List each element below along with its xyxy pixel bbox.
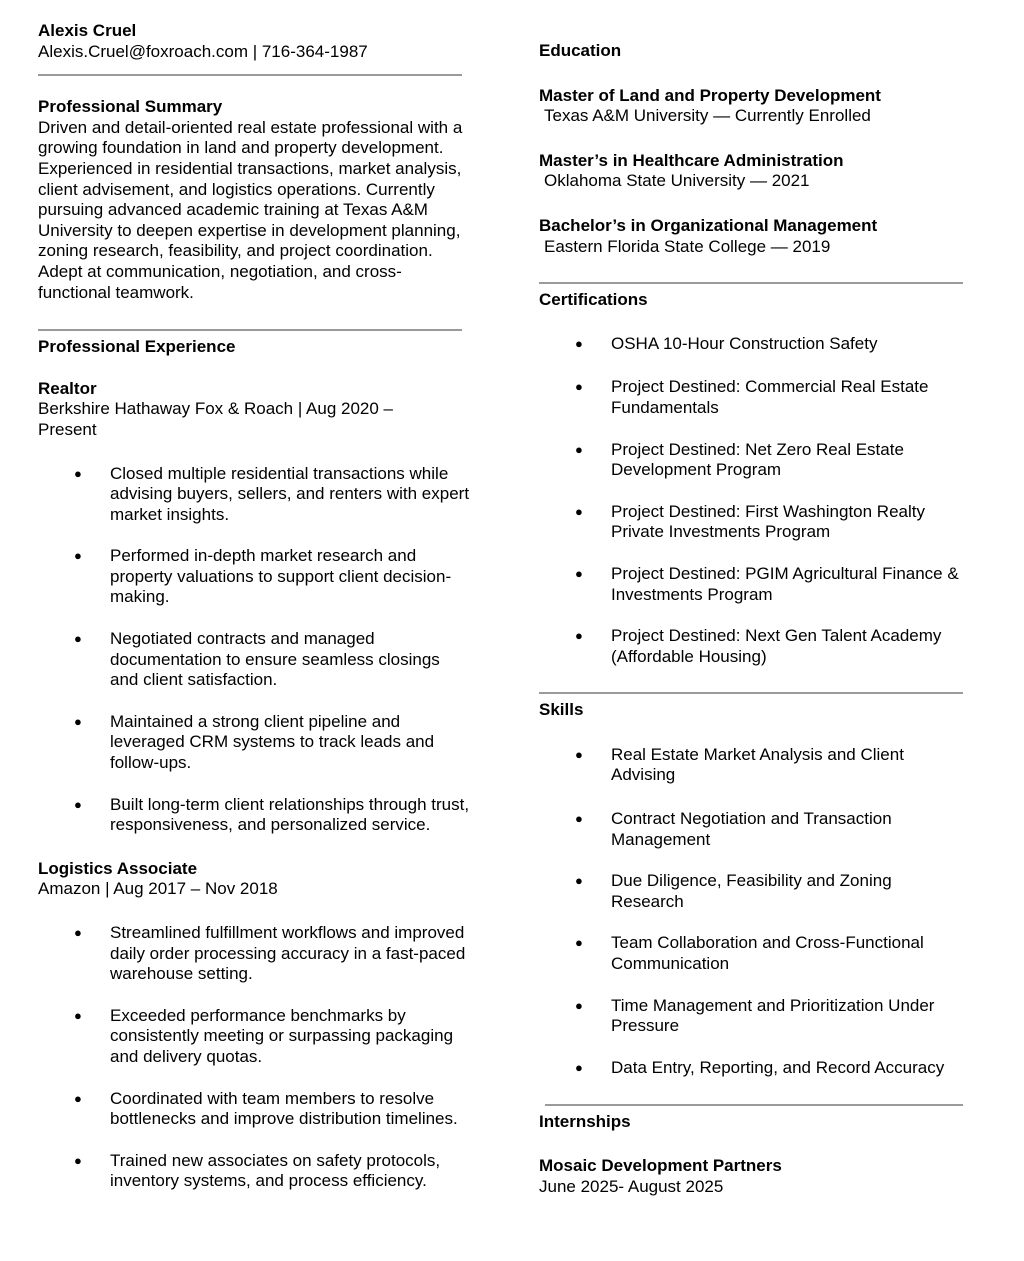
bullet-icon: ●: [74, 1152, 82, 1168]
list-item: ● Project Destined: Commercial Real Estate Fundamentals: [575, 377, 929, 417]
bullet-icon: ●: [575, 873, 583, 889]
list-item: ● Project Destined: Next Gen Talent Academy (Affordable Housing): [575, 626, 942, 666]
certifications-list: [539, 334, 969, 668]
list-item: ● Closed multiple residential transactions while advising buyers, sellers, and renters with expert market insights.: [74, 463, 470, 524]
bullet-icon: ●: [575, 746, 583, 762]
right-column: [539, 0, 969, 1197]
list-item: ● Project Destined: First Washington Realty Private Investments Program: [575, 501, 925, 542]
bullet-icon: ●: [575, 441, 583, 457]
bullet-icon: ●: [74, 796, 82, 812]
bullet-icon: ●: [74, 1090, 82, 1106]
degree-title: Bachelor’s in Organizational Management: [539, 215, 878, 235]
bullet-icon: ●: [575, 503, 583, 519]
list-item: ● Exceeded performance benchmarks by consistently meeting or surpassing packaging and delivery quotas.: [74, 1005, 454, 1066]
job-title: Realtor: [38, 378, 97, 398]
summary-text: Driven and detail-oriented real estate professional with a growing foundation in land and property development. Experienced in residential transactions, market analysis, client advisement, and logistics operations. Currently pursuing advanced academic training at Texas A&M University to deepen expertise in development planning, zoning research, feasibility, and project coordination. Adept at communication, negotiation, and cross-functional teamwork.: [38, 117, 463, 302]
experience-heading: Professional Experience: [38, 337, 236, 357]
bullet-icon: ●: [575, 1059, 583, 1075]
divider: [539, 692, 963, 694]
contact-line: Alexis.Cruel@foxroach.com | 716-364-1987: [38, 41, 368, 61]
job-bullets: [38, 923, 470, 1192]
left-column: [38, 0, 470, 1192]
bullet-icon: ●: [575, 935, 583, 951]
list-item: ● Trained new associates on safety protocols, inventory systems, and process efficiency.: [74, 1150, 441, 1191]
degree-school: Eastern Florida State College — 2019: [544, 236, 831, 256]
bullet-icon: ●: [74, 465, 82, 481]
list-item: ● Performed in-depth market research and property valuations to support client decision-making.: [74, 546, 452, 607]
degree-school: Texas A&M University — Currently Enrolled: [544, 106, 871, 126]
divider: [545, 1104, 963, 1106]
list-item: ● Coordinated with team members to resolve bottlenecks and improve distribution timelines.: [74, 1088, 458, 1129]
internships-heading: Internships: [539, 1112, 631, 1132]
list-item: ● Time Management and Prioritization Under Pressure: [575, 995, 935, 1036]
list-item: ● Negotiated contracts and managed documentation to ensure seamless closings and client satisfaction.: [74, 629, 440, 690]
list-item: ● Maintained a strong client pipeline and leveraged CRM systems to track leads and follow-ups.: [74, 711, 435, 773]
list-item: ● Project Destined: Net Zero Real Estate Development Program: [575, 439, 904, 480]
job-title: Logistics Associate: [38, 858, 198, 878]
list-item: ● Project Destined: PGIM Agricultural Finance & Investments Program: [575, 563, 959, 604]
internship-org: Mosaic Development Partners: [539, 1156, 782, 1175]
bullet-icon: ●: [575, 628, 583, 644]
degree-school: Oklahoma State University — 2021: [544, 171, 810, 191]
degree-title: Master’s in Healthcare Administration: [539, 150, 844, 170]
list-item: ● Contract Negotiation and Transaction Management: [575, 809, 892, 849]
bullet-icon: ●: [74, 1007, 82, 1023]
list-item: ● Real Estate Market Analysis and Client Advising: [575, 744, 904, 785]
list-item: ● Team Collaboration and Cross-Functional Communication: [575, 933, 924, 974]
list-item: ● OSHA 10-Hour Construction Safety: [575, 333, 878, 353]
degree-title: Master of Land and Property Development: [539, 85, 881, 105]
list-item: ● Data Entry, Reporting, and Record Accuracy: [575, 1057, 945, 1077]
education-heading: Education: [539, 41, 622, 60]
job-bullets: [38, 464, 470, 836]
bullet-icon: ●: [575, 335, 583, 351]
candidate-name: Alexis Cruel: [38, 21, 137, 40]
bullet-icon: ●: [575, 997, 583, 1013]
summary-heading: Professional Summary: [38, 97, 223, 117]
bullet-icon: ●: [575, 379, 583, 395]
job-company: Amazon | Aug 2017 – Nov 2018: [38, 879, 278, 899]
bullet-icon: ●: [74, 631, 82, 647]
bullet-icon: ●: [74, 925, 82, 940]
internship-dates: June 2025- August 2025: [539, 1176, 724, 1196]
bullet-icon: ●: [575, 811, 583, 827]
job-company: Berkshire Hathaway Fox & Roach | Aug 2020 – Present: [38, 399, 393, 439]
skills-heading: Skills: [539, 700, 584, 720]
divider: [38, 329, 462, 331]
certifications-heading: Certifications: [539, 290, 648, 310]
divider: [38, 74, 462, 76]
list-item: ● Streamlined fulfillment workflows and improved daily order processing accuracy in a fast-paced warehouse setting.: [74, 923, 466, 984]
list-item: ● Built long-term client relationships through trust, responsiveness, and personalized service.: [74, 794, 470, 835]
divider: [539, 282, 963, 284]
bullet-icon: ●: [575, 565, 583, 581]
list-item: ● Due Diligence, Feasibility and Zoning Research: [575, 871, 892, 911]
bullet-icon: ●: [74, 713, 82, 729]
skills-list: [539, 745, 969, 1079]
bullet-icon: ●: [74, 548, 82, 564]
